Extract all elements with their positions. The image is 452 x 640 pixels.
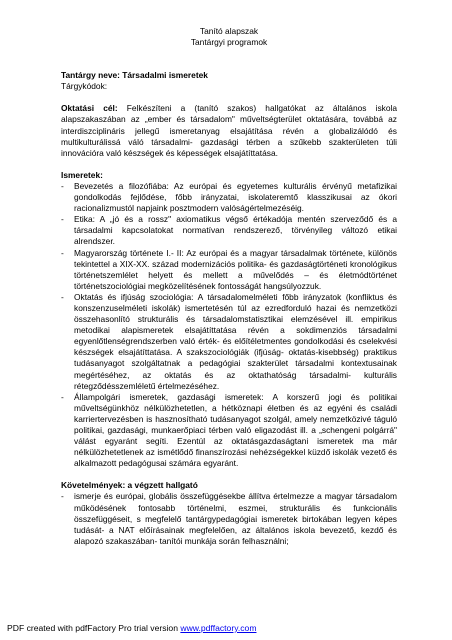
- list-item-text: Oktatás és ifjúság szociológia: A társadalomelméleti főbb irányzatok (konfliktus és konszenzuselméleti iskolák) ismertetésén túl az ezredforduló hazai és nemzetközi összehasonlító strukturális és társadalomstatisztikai elemzésével ill. empirikus metodikai alapismeretek elsajátíttatása révén a sokdimenziós társadalmi egyenlőtlenségrendszerben való érték- és előítéletmentes gondolkodási és cselekvési készségek elsajátíttatása. A szakszociológiák (ifjúság- oktatás-kisebbség) praktikus tudásanyagot szolgáltatnak a pedagógiai szakterület társadalmi kontextusainak megértéséhez, az oktatás és az oktathatóság társadalmi- kulturális rétegződésszemléletű értelmezéséhez.: [74, 291, 397, 391]
- program-subtitle: Tantárgyi programok: [190, 37, 268, 48]
- list-item: - Állampolgári ismeretek, gazdasági ismeretek: A korszerű jogi és politikai műveltségünkhöz nélkülözhetetlen, a hétköznapi életben és az egyéni és családi karriertervezésben is hasznosítható tudásanyagot szolgál, amely nemzetközivé táguló politikai, gazdasági, munkaerőpiaci térben való eligazodást ill. a „schengeni polgárrá" válást egyaránt segíti. Ezentúl az oktatásgazdaságtani ismeretek ma már nélkülözhetetlenek az ismétlődő finanszírozási nehézségekkel küzdő iskolák vezető és alkalmazott pedagógusai számára egyaránt.: [61, 391, 397, 469]
- pdf-footer: [7, 623, 447, 634]
- footer-text: PDF created with pdfFactory Pro trial version: [7, 623, 181, 633]
- list-item: - ismerje és európai, globális összefüggésekbe állítva értelmezze a magyar társadalom működésének fontosabb történelmi, eszmei, strukturális és funkcionális összefüggéseit, s megfelelő tantárgypedagógiai ismeretek birtokában legyen képes tudását- a NAT előírásainak megfelelően, az általános iskola bevezető, kezdő és alapozó szakaszában- tanítói munkája során felhasználni;: [61, 491, 397, 546]
- goal-text: Felkészíteni a (tanító szakos) hallgatókat az általános iskola alapszakaszában az „ember és társadalom" műveltségterület oktatására, továbbá az interdiszciplináris jellegű ismeretanyag elsajátítása révén a globalizálódó és multikulturálissá váló társadalmi- gazdasági térben a szűkebb szakterületen túli innovációra való készségek és képességek elsajátíttatása.: [61, 103, 397, 158]
- footer-link[interactable]: www.pdffactory.com: [180, 623, 257, 633]
- list-item-text: Állampolgári ismeretek, gazdasági ismeretek: A korszerű jogi és politikai műveltségünkhöz nélkülözhetetlen, a hétköznapi életben és az egyéni és családi karriertervezésben is hasznosítható tudásanyagot szolgál, amely nemzetközivé táguló politikai, gazdasági, munkaerőpiaci térben való eligazodást ill. a „schengeni polgárrá" válást egyaránt segíti. Ezentúl az oktatásgazdaságtani ismeretek ma már nélkülözhetetlenek az ismétlődő finanszírozási nehézségekkel küzdő iskolák vezető és alkalmazott pedagógusai számára egyaránt.: [74, 391, 397, 469]
- document-header: [61, 26, 397, 48]
- goal-label: Oktatási cél:: [61, 103, 118, 114]
- requirements-heading: Követelmények: a végzett hallgató: [61, 480, 198, 491]
- list-item: - Bevezetés a filozófiába: Az európai és egyetemes kulturális érvényű metafizikai gondolkodás fejlődése, főbb irányzatai, iskolateremtő klasszikusai az ókori racionalizmustól napjaink posztmodern valóságértelmezéséig.: [61, 180, 397, 214]
- list-item-text: Magyarország története I.- II: Az európai és a magyar társadalmak története, különös tekintettel a XIX-XX. század modernizációs politika- és gazdaságtörténeti kronológikus történetszemlélet helyett és mellett a művelődés – és életmódtörténet történetszociológiai megközelítésének fontosságát hangsúlyozzuk.: [74, 247, 397, 291]
- list-item: - Etika: A „jó és a rossz" axiomatikus végső értékadója mentén szerveződő és a társadalmi kapcsolatokat normatívan rendszerező, törvényileg változó etikai alrendszer.: [61, 214, 397, 247]
- knowledge-heading: Ismeretek:: [61, 169, 103, 180]
- subject-name: Tantárgy neve: Társadalmi ismeretek: [61, 70, 208, 81]
- list-item: - Magyarország története I.- II: Az európai és a magyar társadalmak története, különös tekintettel a XIX-XX. század modernizációs politika- és gazdaságtörténeti kronológikus történetszemlélet helyett és mellett a művelődés – és életmódtörténet történetszociológiai megközelítésének fontosságát hangsúlyozzuk.: [61, 247, 397, 291]
- goal-paragraph: [61, 103, 397, 158]
- document-page: [61, 26, 397, 547]
- list-item-text: ismerje és európai, globális összefüggésekbe állítva értelmezze a magyar társadalom működésének fontosabb történelmi, eszmei, strukturális és funkcionális összefüggéseit, s megfelelő tantárgypedagógiai ismeretek birtokában legyen képes tudását- a NAT előírásainak megfelelően, az általános iskola bevezető, kezdő és alapozó szakaszában- tanítói munkája során felhasználni;: [74, 491, 397, 546]
- list-item: - Oktatás és ifjúság szociológia: A társadalomelméleti főbb irányzatok (konfliktus és konszenzuselméleti iskolák) ismertetésén túl az ezredforduló hazai és nemzetközi összehasonlító strukturális és társadalomstatisztikai elemzésével ill. empirikus metodikai alapismeretek elsajátíttatása révén a sokdimenziós társadalmi egyenlőtlenségrendszerben való érték- és előítéletmentes gondolkodási és cselekvési készségek elsajátíttatása. A szakszociológiák (ifjúság- oktatás-kisebbség) praktikus tudásanyagot szolgáltatnak a pedagógiai szakterület társadalmi kontextusainak megértéséhez, az oktatás és az oktathatóság társadalmi- kulturális rétegződésszemléletű értelmezéséhez.: [61, 291, 397, 391]
- list-item-text: Etika: A „jó és a rossz" axiomatikus végső értékadója mentén szerveződő és a társadalmi kapcsolatokat normatívan rendszerező, törvényileg változó etikai alrendszer.: [74, 214, 397, 247]
- list-item-text: Bevezetés a filozófiába: Az európai és egyetemes kulturális érvényű metafizikai gondolkodás fejlődése, főbb irányzatai, iskolateremtő klasszikusai az ókori racionalizmustól napjaink posztmodern valóságértelmezéséig.: [74, 180, 397, 214]
- program-title: Tanító alapszak: [199, 26, 259, 36]
- subject-code: Tárgykódok:: [61, 81, 108, 92]
